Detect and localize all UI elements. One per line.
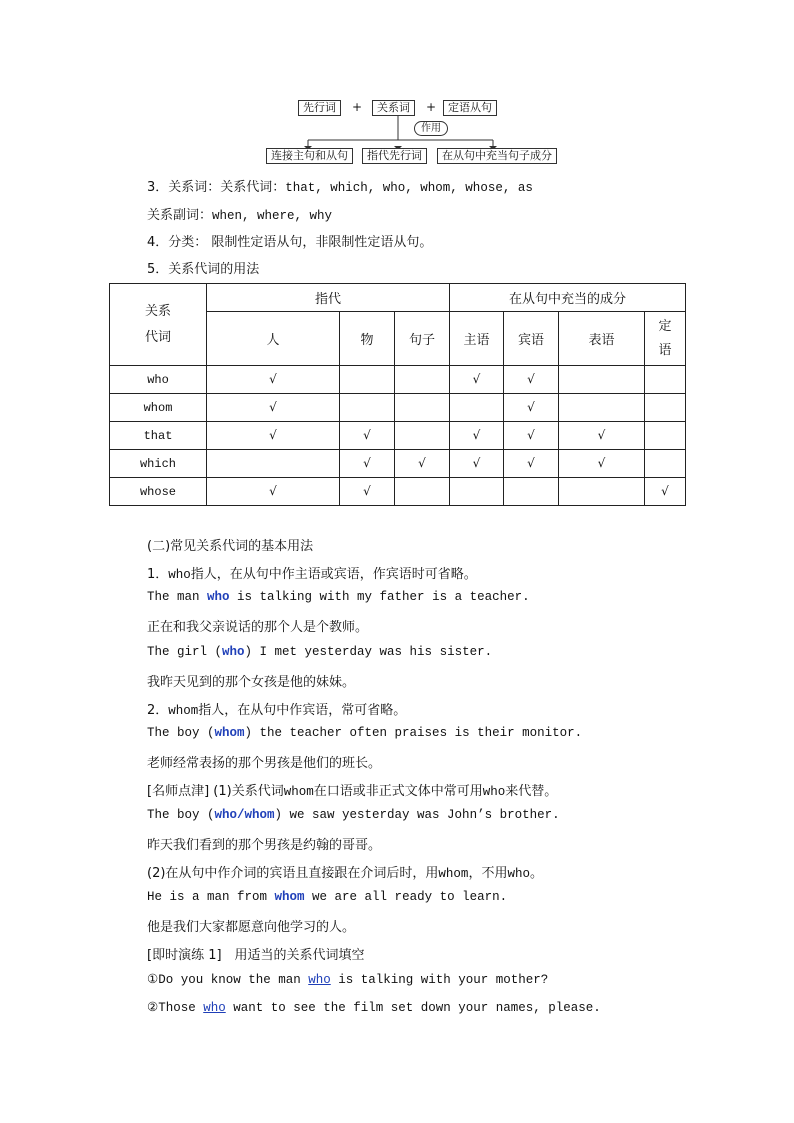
relative-pronoun-usage-table	[109, 283, 686, 506]
usage-cell-predicative	[559, 394, 645, 422]
corner-header-cell	[110, 284, 207, 366]
col-header-attributive-line1: 定	[658, 318, 672, 334]
col-header-object: 宾语	[504, 312, 559, 366]
tip-1-part-a: [名师点津] (1)关系代词	[147, 784, 284, 799]
example-2-part-a: The girl (	[147, 645, 223, 659]
relative-word-box: 关系词	[372, 100, 415, 116]
function-role-box: 在从句中充当句子成分	[437, 148, 557, 164]
usage-cell-subject	[450, 366, 504, 394]
example-2	[147, 645, 492, 659]
translation-1: 正在和我父亲说话的那个人是个教师。	[147, 620, 369, 635]
translation-5: 他是我们大家都愿意向他学习的人。	[147, 920, 356, 935]
usage-cell-subject	[450, 422, 504, 450]
usage-cell-sentence	[395, 478, 450, 506]
example-4-keyword: who/whom	[214, 808, 275, 822]
col-header-attributive	[645, 312, 686, 366]
usage-cell-predicative	[559, 450, 645, 478]
check-mark: √	[472, 372, 481, 386]
question-2-answer: who	[203, 1001, 226, 1015]
practice-heading: [即时演练 1] 用适当的关系代词填空	[147, 948, 365, 963]
usage-cell-thing	[340, 394, 395, 422]
check-mark: √	[363, 456, 371, 470]
teacher-tip-2	[147, 862, 543, 881]
question-1-answer: who	[308, 973, 331, 987]
plus-sign-2: +	[426, 100, 437, 114]
question-1-part-a: ①Do you know the man	[147, 973, 309, 987]
example-4-part-a: The boy (	[147, 808, 215, 822]
item-5-heading: 5．关系代词的用法	[147, 262, 260, 277]
point-2-text: 指人，在从句中作宾语，常可省略。	[198, 703, 407, 718]
col-header-person: 人	[207, 312, 340, 366]
usage-cell-object	[504, 422, 559, 450]
check-mark: √	[527, 428, 535, 442]
usage-cell-object	[504, 450, 559, 478]
table-row	[110, 394, 686, 422]
refer-group-header: 指代	[207, 284, 450, 312]
attributive-clause-box: 定语从句	[443, 100, 497, 116]
table-row	[110, 450, 686, 478]
usage-cell-subject	[450, 394, 504, 422]
example-3-keyword: whom	[214, 726, 245, 740]
usage-cell-predicative	[559, 366, 645, 394]
usage-cell-object	[504, 394, 559, 422]
example-2-keyword: who	[222, 645, 245, 659]
usage-cell-thing	[340, 422, 395, 450]
corner-header-line2: 代词	[144, 329, 171, 345]
example-5-part-c: we are all ready to learn.	[304, 890, 508, 904]
usage-cell-attributive	[645, 478, 686, 506]
usage-cell-subject	[450, 450, 504, 478]
usage-cell-attributive	[645, 422, 686, 450]
point-1-keyword: who	[168, 568, 191, 582]
question-2-part-c: want to see the film set down your names, please.	[225, 1001, 601, 1015]
point-2-number: 2．	[147, 703, 169, 718]
check-mark: √	[269, 484, 277, 498]
col-header-sentence: 句子	[395, 312, 450, 366]
point-1-who	[147, 563, 477, 582]
tip-1-part-c: 在口语或非正式文体中常可用	[313, 784, 483, 799]
pronoun-cell: which	[110, 450, 207, 478]
usage-cell-person	[207, 478, 340, 506]
usage-cell-thing	[340, 366, 395, 394]
relative-pronoun-list: that, which, who, whom, whose, as	[285, 181, 533, 195]
tip-2-keyword-who: who	[507, 867, 530, 881]
usage-cell-attributive	[645, 394, 686, 422]
col-header-predicative: 表语	[559, 312, 645, 366]
item-3-relative-words	[147, 176, 533, 195]
example-1-part-a: The man	[147, 590, 208, 604]
check-mark: √	[269, 400, 277, 414]
usage-cell-object	[504, 478, 559, 506]
example-5-keyword: whom	[274, 890, 305, 904]
usage-cell-sentence	[395, 366, 450, 394]
translation-2: 我昨天见到的那个女孩是他的妹妹。	[147, 675, 356, 690]
usage-cell-predicative	[559, 422, 645, 450]
pronoun-cell: that	[110, 422, 207, 450]
example-3-part-a: The boy (	[147, 726, 215, 740]
practice-question-2	[147, 999, 601, 1015]
usage-cell-person	[207, 366, 340, 394]
item-3-prefix: 3．关系词：关系代词：	[147, 180, 286, 195]
tip-2-part-a: (2)在从句中作介词的宾语且直接跟在介词后时，用	[147, 866, 439, 881]
check-mark: √	[597, 428, 606, 442]
function-refer-box: 指代先行词	[362, 148, 427, 164]
item-4-classification: 4．分类： 限制性定语从句，非限制性定语从句。	[147, 235, 433, 250]
example-4-part-c: ) we saw yesterday was John’s brother.	[274, 808, 560, 822]
tip-1-part-e: 来代替。	[505, 784, 558, 799]
point-1-text: 指人，在从句中作主语或宾语，作宾语时可省略。	[190, 567, 477, 582]
check-mark: √	[418, 456, 426, 470]
usage-cell-sentence	[395, 422, 450, 450]
usage-cell-subject	[450, 478, 504, 506]
example-4	[147, 808, 560, 822]
table-row	[110, 366, 686, 394]
check-mark: √	[527, 372, 535, 386]
tip-1-keyword-who: who	[482, 785, 506, 799]
example-3-part-c: ) the teacher often praises is their monitor.	[244, 726, 583, 740]
usage-cell-thing	[340, 450, 395, 478]
diagram-connectors	[0, 0, 794, 170]
check-mark: √	[363, 428, 371, 442]
plus-sign-1: +	[352, 100, 363, 114]
check-mark: √	[597, 456, 606, 470]
tip-1-keyword-whom: whom	[283, 785, 314, 799]
translation-3: 老师经常表扬的那个男孩是他们的班长。	[147, 756, 382, 771]
function-oval: 作用	[414, 121, 448, 136]
pronoun-cell: who	[110, 366, 207, 394]
usage-cell-object	[504, 366, 559, 394]
question-1-part-c: is talking with your mother?	[330, 973, 549, 987]
table-body	[110, 366, 686, 506]
point-2-keyword: whom	[168, 704, 199, 718]
example-5	[147, 890, 507, 904]
relative-adverb-list: when, where, why	[212, 209, 333, 223]
pronoun-cell: whom	[110, 394, 207, 422]
point-2-whom	[147, 699, 406, 718]
tip-2-part-c: ，不用	[468, 866, 508, 881]
table-row	[110, 422, 686, 450]
point-1-number: 1．	[147, 567, 169, 582]
table-group-header-row	[110, 284, 686, 312]
practice-question-1	[147, 971, 548, 987]
check-mark: √	[269, 428, 277, 442]
section-2-heading: (二)常见关系代词的基本用法	[147, 539, 314, 554]
check-mark: √	[527, 456, 535, 470]
check-mark: √	[661, 484, 669, 498]
example-1-part-c: is talking with my father is a teacher.	[229, 590, 530, 604]
example-3	[147, 726, 582, 740]
question-2-part-a: ②Those	[147, 1001, 204, 1015]
usage-cell-person	[207, 450, 340, 478]
check-mark: √	[269, 372, 277, 386]
check-mark: √	[363, 484, 371, 498]
col-header-attributive-line2: 语	[658, 342, 672, 358]
check-mark: √	[472, 428, 481, 442]
example-5-part-a: He is a man from	[147, 890, 275, 904]
table-row	[110, 478, 686, 506]
usage-cell-person	[207, 422, 340, 450]
col-header-subject: 主语	[450, 312, 504, 366]
antecedent-box: 先行词	[298, 100, 341, 116]
corner-header-line1: 关系	[144, 303, 171, 319]
usage-cell-thing	[340, 478, 395, 506]
translation-4: 昨天我们看到的那个男孩是约翰的哥哥。	[147, 838, 382, 853]
pronoun-cell: whose	[110, 478, 207, 506]
example-1-keyword: who	[207, 590, 230, 604]
example-2-part-c: ) I met yesterday was his sister.	[244, 645, 493, 659]
usage-cell-attributive	[645, 366, 686, 394]
col-header-thing: 物	[340, 312, 395, 366]
usage-cell-person	[207, 394, 340, 422]
role-group-header: 在从句中充当的成分	[450, 284, 686, 312]
check-mark: √	[472, 456, 481, 470]
usage-cell-sentence	[395, 394, 450, 422]
tip-2-part-e: 。	[529, 866, 543, 881]
tip-2-keyword-whom: whom	[438, 867, 469, 881]
usage-cell-predicative	[559, 478, 645, 506]
item-3-relative-adverbs	[147, 204, 332, 223]
relative-adverb-prefix: 关系副词：	[147, 208, 213, 223]
usage-cell-attributive	[645, 450, 686, 478]
function-connect-box: 连接主句和从句	[266, 148, 353, 164]
example-1	[147, 590, 530, 604]
teacher-tip-1	[147, 780, 557, 799]
check-mark: √	[527, 400, 535, 414]
usage-cell-sentence	[395, 450, 450, 478]
